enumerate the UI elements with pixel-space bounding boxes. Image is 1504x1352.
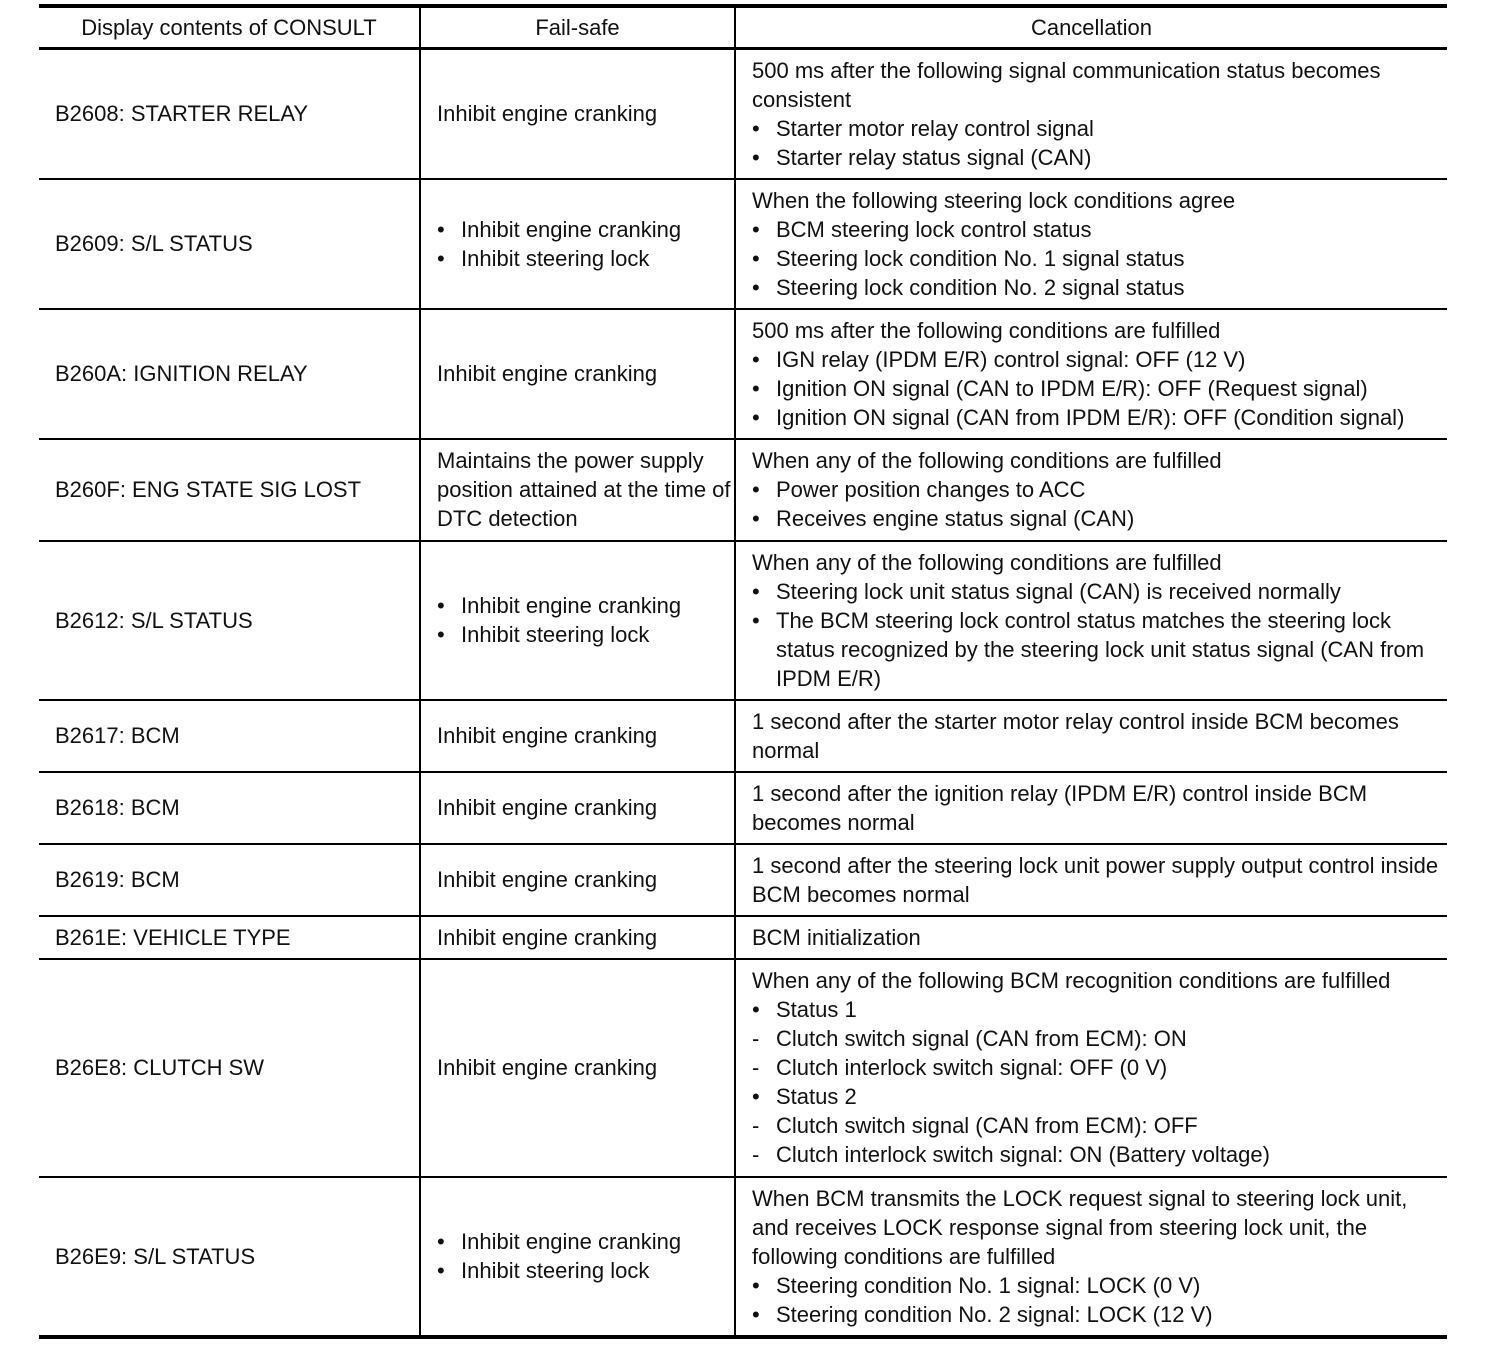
table-row bbox=[39, 959, 1447, 1177]
cancellation-cell bbox=[735, 1177, 1447, 1337]
bullet-icon: • bbox=[437, 1229, 445, 1254]
cancellation-item-text: Power position changes to ACC bbox=[776, 477, 1086, 502]
bullet-icon: • bbox=[752, 1301, 760, 1327]
dtc-label: B2612: S/L STATUS bbox=[55, 607, 253, 633]
dtc-label: B2609: S/L STATUS bbox=[55, 231, 253, 256]
cancellation-item-text: Status 2 bbox=[776, 1084, 857, 1109]
dtc-cell bbox=[39, 844, 420, 916]
dtc-cell bbox=[39, 309, 420, 439]
failsafe-table bbox=[39, 4, 1447, 1339]
cancellation-cell bbox=[735, 439, 1447, 541]
cancellation-item-text: Status 1 bbox=[776, 997, 857, 1022]
bullet-icon: • bbox=[752, 274, 760, 300]
table-row bbox=[39, 700, 1447, 772]
dash-icon: - bbox=[752, 1026, 760, 1051]
bullet-icon: • bbox=[752, 216, 760, 242]
bullet-icon: • bbox=[752, 997, 760, 1022]
cancellation-item bbox=[752, 1111, 1447, 1140]
dtc-cell bbox=[39, 1177, 420, 1337]
dtc-cell bbox=[39, 179, 420, 309]
dtc-cell bbox=[39, 700, 420, 772]
bullet-icon: • bbox=[752, 477, 760, 502]
cancellation-intro: When the following steering lock conditions agree bbox=[752, 187, 1236, 213]
cancellation-item-text: Ignition ON signal (CAN to IPDM E/R): OFF (Request signal) bbox=[776, 375, 1368, 401]
cancellation-item-text: Steering lock condition No. 1 signal status bbox=[776, 245, 1185, 271]
failsafe-item bbox=[437, 1227, 734, 1256]
failsafe-item-text: Inhibit steering lock bbox=[461, 245, 650, 271]
bullet-icon: • bbox=[752, 607, 760, 633]
failsafe-item bbox=[437, 215, 734, 244]
table-row bbox=[39, 772, 1447, 844]
cancellation-intro: When any of the following conditions are fulfilled bbox=[752, 448, 1222, 473]
cancellation-cell bbox=[735, 179, 1447, 309]
cancellation-item-text: Starter relay status signal (CAN) bbox=[776, 144, 1092, 170]
dtc-label: B2618: BCM bbox=[55, 795, 180, 820]
table-row bbox=[39, 844, 1447, 916]
header-cancellation: Cancellation bbox=[735, 6, 1447, 49]
failsafe-item bbox=[437, 591, 734, 620]
failsafe-item-text: Inhibit steering lock bbox=[461, 622, 650, 647]
cancellation-item-text: BCM steering lock control status bbox=[776, 216, 1092, 242]
header-row bbox=[39, 6, 1447, 49]
cancellation-item-text: Receives engine status signal (CAN) bbox=[776, 506, 1135, 531]
dtc-label: B260F: ENG STATE SIG LOST bbox=[55, 477, 362, 502]
cancellation-intro: When any of the following conditions are fulfilled bbox=[752, 549, 1222, 575]
failsafe-text: Inhibit engine cranking bbox=[437, 1055, 658, 1080]
failsafe-cell bbox=[420, 916, 735, 959]
cancellation-cell bbox=[735, 541, 1447, 700]
dtc-cell bbox=[39, 439, 420, 541]
dtc-label: B2608: STARTER RELAY bbox=[55, 101, 309, 127]
cancellation-item bbox=[752, 403, 1447, 432]
cancellation-item bbox=[752, 114, 1447, 143]
dtc-label: B260A: IGNITION RELAY bbox=[55, 361, 308, 386]
cancellation-item-text: Starter motor relay control signal bbox=[776, 115, 1094, 141]
bullet-icon: • bbox=[437, 622, 445, 647]
cancellation-item bbox=[752, 504, 1447, 533]
bullet-icon: • bbox=[437, 216, 445, 242]
failsafe-item-text: Inhibit engine cranking bbox=[461, 1229, 682, 1254]
failsafe-item-text: Inhibit engine cranking bbox=[461, 593, 682, 618]
cancellation-item-text: Clutch switch signal (CAN from ECM): OFF bbox=[776, 1113, 1198, 1138]
cancellation-intro: 1 second after the starter motor relay control inside BCM becomes normal bbox=[752, 708, 1399, 763]
failsafe-item-text: Inhibit steering lock bbox=[461, 1258, 650, 1283]
cancellation-item-text: Steering condition No. 2 signal: LOCK (12 V) bbox=[776, 1301, 1213, 1327]
table-row bbox=[39, 309, 1447, 439]
cancellation-item-text: Clutch interlock switch signal: ON (Battery voltage) bbox=[776, 1142, 1270, 1167]
bullet-icon: • bbox=[752, 1084, 760, 1109]
header-fail-safe: Fail-safe bbox=[420, 6, 735, 49]
cancellation-item bbox=[752, 273, 1447, 302]
bullet-icon: • bbox=[752, 245, 760, 271]
cancellation-item-text: The BCM steering lock control status matches the steering lock status recognized by the steering lock unit status signal (CAN from IPDM E/R) bbox=[776, 607, 1425, 691]
cancellation-item bbox=[752, 1024, 1447, 1053]
failsafe-cell bbox=[420, 179, 735, 309]
cancellation-intro: 1 second after the steering lock unit power supply output control inside BCM becomes normal bbox=[752, 852, 1439, 907]
failsafe-cell bbox=[420, 49, 735, 179]
cancellation-item bbox=[752, 1082, 1447, 1111]
dtc-label: B26E8: CLUTCH SW bbox=[55, 1055, 265, 1080]
dtc-label: B2619: BCM bbox=[55, 867, 180, 892]
dtc-cell bbox=[39, 49, 420, 179]
cancellation-item-text: Ignition ON signal (CAN from IPDM E/R): OFF (Condition signal) bbox=[776, 404, 1405, 430]
bullet-icon: • bbox=[752, 346, 760, 372]
failsafe-text: Inhibit engine cranking bbox=[437, 867, 658, 892]
cancellation-item bbox=[752, 1140, 1447, 1169]
cancellation-item-text: Steering condition No. 1 signal: LOCK (0 V) bbox=[776, 1272, 1201, 1298]
failsafe-text: Inhibit engine cranking bbox=[437, 924, 658, 950]
failsafe-item bbox=[437, 1256, 734, 1285]
bullet-icon: • bbox=[752, 144, 760, 170]
failsafe-item bbox=[437, 620, 734, 649]
dash-icon: - bbox=[752, 1142, 760, 1167]
table-row bbox=[39, 541, 1447, 700]
table-row bbox=[39, 439, 1447, 541]
bullet-icon: • bbox=[752, 375, 760, 401]
cancellation-cell bbox=[735, 959, 1447, 1177]
cancellation-item-text: IGN relay (IPDM E/R) control signal: OFF (12 V) bbox=[776, 346, 1246, 372]
dtc-label: B2617: BCM bbox=[55, 723, 180, 748]
cancellation-item bbox=[752, 143, 1447, 172]
cancellation-item bbox=[752, 1271, 1447, 1300]
failsafe-item bbox=[437, 244, 734, 273]
table-row bbox=[39, 179, 1447, 309]
failsafe-cell bbox=[420, 309, 735, 439]
cancellation-intro: 1 second after the ignition relay (IPDM E/R) control inside BCM becomes normal bbox=[752, 780, 1368, 835]
bullet-icon: • bbox=[752, 404, 760, 430]
bullet-icon: • bbox=[437, 593, 445, 618]
failsafe-cell bbox=[420, 1177, 735, 1337]
bullet-icon: • bbox=[437, 1258, 445, 1283]
cancellation-intro: BCM initialization bbox=[752, 924, 921, 950]
bullet-icon: • bbox=[752, 506, 760, 531]
dtc-cell bbox=[39, 772, 420, 844]
bullet-icon: • bbox=[752, 578, 760, 604]
bullet-icon: • bbox=[752, 115, 760, 141]
failsafe-text: Inhibit engine cranking bbox=[437, 361, 658, 386]
dtc-cell bbox=[39, 541, 420, 700]
cancellation-item bbox=[752, 215, 1447, 244]
table-row bbox=[39, 916, 1447, 959]
dtc-label: B26E9: S/L STATUS bbox=[55, 1243, 256, 1269]
table-row bbox=[39, 49, 1447, 179]
cancellation-intro: 500 ms after the following conditions are fulfilled bbox=[752, 317, 1221, 343]
cancellation-item bbox=[752, 345, 1447, 374]
cancellation-item bbox=[752, 475, 1447, 504]
cancellation-item bbox=[752, 1300, 1447, 1329]
cancellation-item bbox=[752, 995, 1447, 1024]
bullet-icon: • bbox=[752, 1272, 760, 1298]
table-row bbox=[39, 1177, 1447, 1337]
dtc-label: B261E: VEHICLE TYPE bbox=[55, 924, 291, 950]
failsafe-cell bbox=[420, 439, 735, 541]
cancellation-item-text: Steering lock unit status signal (CAN) is received normally bbox=[776, 578, 1341, 604]
failsafe-text: Inhibit engine cranking bbox=[437, 795, 658, 820]
cancellation-cell bbox=[735, 916, 1447, 959]
header-display-contents: Display contents of CONSULT bbox=[39, 6, 420, 49]
cancellation-intro: 500 ms after the following signal communication status becomes consistent bbox=[752, 57, 1381, 112]
failsafe-cell bbox=[420, 844, 735, 916]
cancellation-item bbox=[752, 577, 1447, 606]
cancellation-item bbox=[752, 1053, 1447, 1082]
failsafe-text: Maintains the power supply position attained at the time of DTC detection bbox=[437, 448, 731, 531]
cancellation-cell bbox=[735, 309, 1447, 439]
cancellation-cell bbox=[735, 772, 1447, 844]
cancellation-item-text: Clutch interlock switch signal: OFF (0 V) bbox=[776, 1055, 1168, 1080]
failsafe-cell bbox=[420, 772, 735, 844]
cancellation-cell bbox=[735, 700, 1447, 772]
failsafe-cell bbox=[420, 541, 735, 700]
failsafe-item-text: Inhibit engine cranking bbox=[461, 216, 682, 242]
failsafe-text: Inhibit engine cranking bbox=[437, 723, 658, 748]
cancellation-intro: When any of the following BCM recognition conditions are fulfilled bbox=[752, 968, 1391, 993]
dash-icon: - bbox=[752, 1113, 760, 1138]
bullet-icon: • bbox=[437, 245, 445, 271]
cancellation-cell bbox=[735, 49, 1447, 179]
cancellation-item bbox=[752, 606, 1447, 693]
cancellation-cell bbox=[735, 844, 1447, 916]
cancellation-item-text: Clutch switch signal (CAN from ECM): ON bbox=[776, 1026, 1187, 1051]
failsafe-text: Inhibit engine cranking bbox=[437, 101, 658, 127]
failsafe-cell bbox=[420, 700, 735, 772]
cancellation-item bbox=[752, 374, 1447, 403]
cancellation-item bbox=[752, 244, 1447, 273]
dash-icon: - bbox=[752, 1055, 760, 1080]
cancellation-item-text: Steering lock condition No. 2 signal status bbox=[776, 274, 1185, 300]
dtc-cell bbox=[39, 916, 420, 959]
failsafe-cell bbox=[420, 959, 735, 1177]
dtc-cell bbox=[39, 959, 420, 1177]
cancellation-intro: When BCM transmits the LOCK request signal to steering lock unit, and receives LOCK response signal from steering lock unit, the following conditions are fulfilled bbox=[752, 1185, 1408, 1269]
